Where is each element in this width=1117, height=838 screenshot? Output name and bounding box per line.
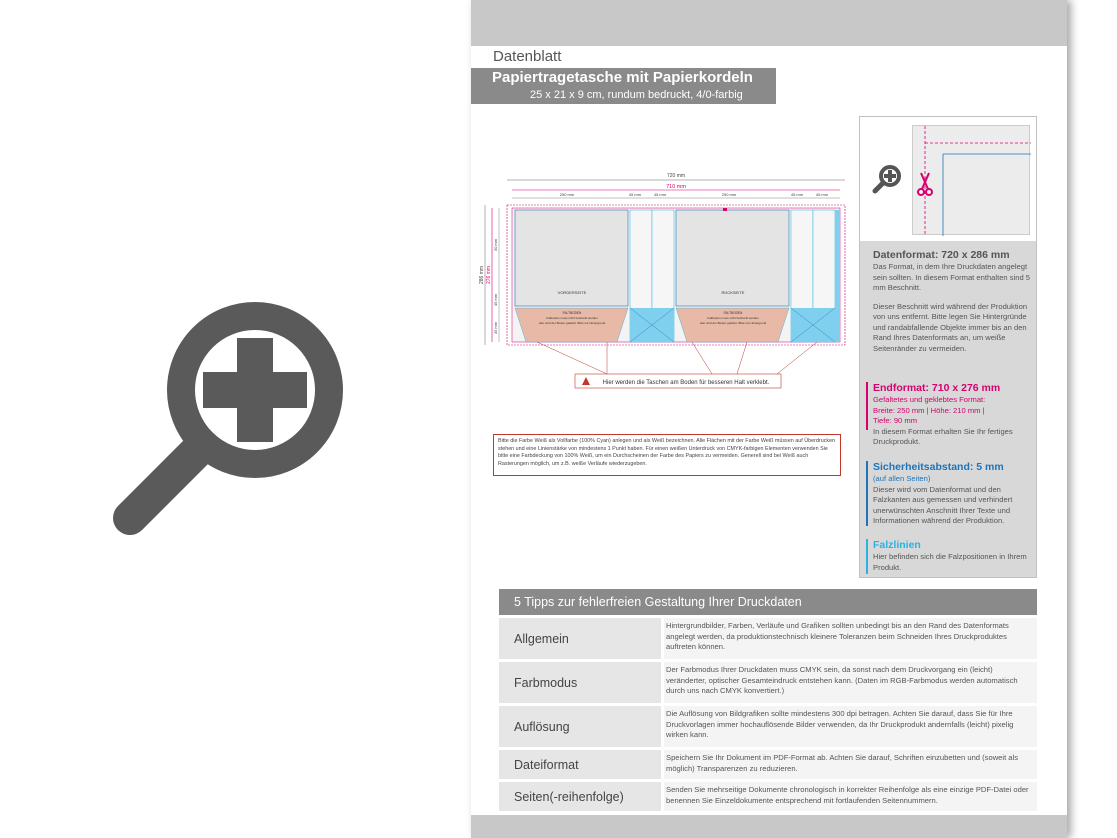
dim-inner: 710 mm xyxy=(666,184,686,190)
dim-height-inner: 276 mm xyxy=(486,265,492,285)
flap2-title: FALTBODEN xyxy=(723,311,743,315)
endformat-sub-3: Tiefe: 90 mm xyxy=(873,416,918,425)
front-label: VORDERSEITE xyxy=(557,290,587,295)
dim-side-1: 45 mm xyxy=(628,192,642,197)
tip-text: Der Farbmodus Ihrer Druckdaten muss CMYK sein, da sonst nach dem Druckvorgang ein (leicht) veränderter, optischer Gesamteindruck entstehen kann. (Daten im RGB-Farbmodus werden automatisch durch uns nach CMYK konvertiert.) xyxy=(664,662,1037,703)
title-box xyxy=(471,68,776,104)
datasheet-label: Datenblatt xyxy=(471,46,591,68)
tip-text: Die Auflösung von Bildgrafiken sollte mindestens 300 dpi betragen. Achten Sie darauf, dass Sie für Ihre Druckvorlagen immer hochauflösende Bilder verwenden, da Ihr Druckprodukt andernfalls (leicht) pixelig wirken kann. xyxy=(664,706,1037,747)
tip-text: Speichern Sie Ihr Dokument im PDF-Format ab. Achten Sie darauf, Schriften einzubetten und (soweit als möglich) Transparenzen zu reduzieren. xyxy=(664,750,1037,779)
tip-label: Farbmodus xyxy=(499,662,661,703)
flap1-text2: Hier wird der Boden geklebt. Bitte nur Hintergrund xyxy=(538,321,606,325)
dim-back: 250 mm xyxy=(721,192,737,197)
product-title: Papiertragetasche mit Papierkordeln xyxy=(492,69,753,86)
section-falzlinien xyxy=(873,539,1035,573)
dim-front: 250 mm xyxy=(559,192,575,197)
dim-total: 720 mm xyxy=(666,173,686,179)
tip-label: Dateiformat xyxy=(499,750,661,779)
info-panel xyxy=(859,116,1037,578)
tip-row xyxy=(499,706,1037,747)
top-band xyxy=(471,0,1067,46)
dim-side-3: 45 mm xyxy=(790,192,804,197)
section-sicherheit xyxy=(873,461,1035,527)
datenformat-text-1: Das Format, in dem Ihre Druckdaten angelegt sein sollten. In diesem Format enthalten sind 5 mm Beschnitt. xyxy=(873,262,1031,292)
tips-header: 5 Tipps zur fehlerfreien Gestaltung Ihrer Druckdaten xyxy=(499,589,1037,615)
back-label: RÜCKSEITE xyxy=(721,290,745,295)
format-preview xyxy=(860,117,1036,241)
datenformat-text-2: Dieser Beschnitt wird während der Produktion von uns entfernt. Bitte legen Sie Hintergründe und randabfallende Objekte immer bis an den Rand Ihres Datenformats an, um weiße Seitenränder zu vermeiden. xyxy=(873,301,1028,353)
white-color-note: Bitte die Farbe Weiß als Vollfarbe (100% Cyan) anlegen und als Weiß bezeichnen. Alle Flächen mit der Farbe Weiß müssen auf Überdrucken stehen und eine Linienstärke von mindestens 1 Punkt haben. Für einen weißen Unterdruck von CMYK-farbigen Elementen verwenden Sie bitte eine Farbdeckung von 100% Weiß, um ein Durchscheinen der Farbe des Papiers zu vermeiden. Generell sind bei Weiß auch Rasterungen möglich, um z.B. weiße Verläufe wiederzugeben. xyxy=(493,434,841,476)
bottom-band xyxy=(471,815,1067,838)
dim-top: 30 mm xyxy=(493,238,498,252)
dim-side-2: 45 mm xyxy=(653,192,667,197)
zoom-in-icon[interactable] xyxy=(100,290,360,550)
sicherheit-text: Dieser wird vom Datenformat und den Falzkanten aus gemessen und verhindert unerwünschten Anschnitt Ihrer Texte und Informationen während der Produktion. xyxy=(873,484,1013,525)
endformat-title: Endformat: 710 x 276 mm xyxy=(873,382,1001,394)
flap1-text: Faltboden muss nicht bedruckt werden xyxy=(546,316,598,320)
tip-text: Hintergrundbilder, Farben, Verläufe und Grafiken sollten unbedingt bis an den Rand des Datenformats angelegt werden, da produktionstechnisch kleinere Toleranzen beim Schneiden Ihres Druckproduktes auftreten können. xyxy=(664,618,1037,659)
dim-bottom: 45 mm xyxy=(493,321,498,335)
dim-side-4: 45 mm xyxy=(815,192,829,197)
sicherheit-title: Sicherheitsabstand: 5 mm xyxy=(873,461,1004,473)
endformat-sub-1: Gefaltetes und geklebtes Format: xyxy=(873,395,986,404)
tip-label: Seiten(-reihenfolge) xyxy=(499,782,661,811)
zoom-in-icon[interactable] xyxy=(870,162,904,196)
falz-bar xyxy=(866,539,868,574)
endformat-sub-2: Breite: 250 mm | Höhe: 210 mm | xyxy=(873,405,985,415)
endformat-text: In diesem Format erhalten Sie Ihr fertiges Druckprodukt. xyxy=(873,426,1013,446)
section-datenformat xyxy=(873,249,1035,354)
tip-row xyxy=(499,782,1037,811)
sicherheit-bar xyxy=(866,461,868,526)
flap1-title: FALTBODEN xyxy=(562,311,582,315)
dim-height-total: 286 mm xyxy=(479,265,485,285)
dieline-drawing xyxy=(477,160,852,400)
tip-label: Auflösung xyxy=(499,706,661,747)
tip-row xyxy=(499,662,1037,703)
datenformat-title: Datenformat: 720 x 286 mm xyxy=(873,249,1010,261)
flap2-text2: Hier wird der Boden geklebt. Bitte nur Hintergrund xyxy=(699,321,767,325)
falz-title: Falzlinien xyxy=(873,539,921,551)
preview-corner xyxy=(912,125,1030,235)
tip-row xyxy=(499,618,1037,659)
dim-mid: 45 mm xyxy=(493,293,498,307)
scissors-icon xyxy=(917,171,933,197)
product-subtitle: 25 x 21 x 9 cm, rundum bedruckt, 4/0-farbig xyxy=(530,89,743,101)
endformat-bar xyxy=(866,382,868,430)
flap2-text: Faltboden muss nicht bedruckt werden xyxy=(707,316,759,320)
tip-label: Allgemein xyxy=(499,618,661,659)
falz-text: Hier befinden sich die Falzpositionen in Ihrem Produkt. xyxy=(873,552,1027,572)
sicherheit-sub: (auf allen Seiten) xyxy=(873,474,931,483)
tip-text: Senden Sie mehrseitige Dokumente chronologisch in korrekter Reihenfolge als eine einzige PDF-Datei oder benennen Sie Einzeldokumente entsprechend mit fortlaufenden Seitennummern. xyxy=(664,782,1037,811)
datasheet-page xyxy=(471,0,1067,838)
glue-warning: Hier werden die Taschen am Boden für besseren Halt verklebt. xyxy=(602,380,770,386)
section-endformat xyxy=(873,382,1035,448)
tip-row xyxy=(499,750,1037,779)
